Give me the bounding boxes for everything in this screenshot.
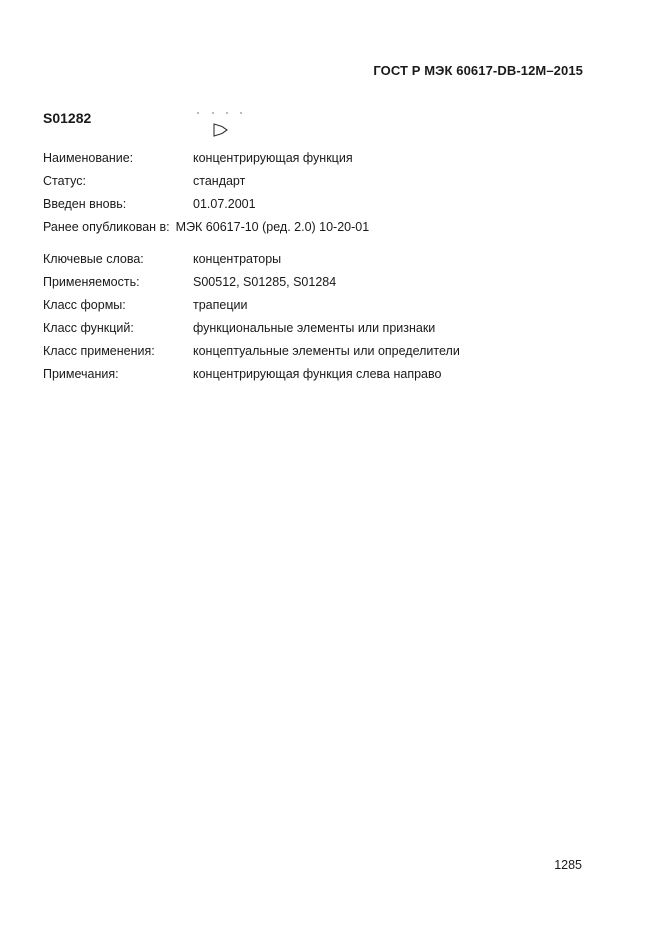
field-row-name [43,150,603,173]
field-row-introduced [43,196,603,219]
field-value: МЭК 60617-10 (ред. 2.0) 10-20-01 [175,220,370,234]
document-header: ГОСТ Р МЭК 60617-DB-12M–2015 [373,63,583,78]
field-value: функциональные элементы или признаки [193,321,436,335]
field-value: трапеции [193,298,248,312]
field-label: Класс функций: [43,321,134,335]
field-list [43,150,603,389]
field-row-applicability [43,274,603,297]
field-row-function-class [43,320,603,343]
field-label: Наименование: [43,151,134,165]
field-value: концентрирующая функция [193,151,353,165]
field-row-status [43,173,603,196]
field-value: концентрирующая функция слева направо [193,367,442,381]
field-row-application-class [43,343,603,366]
field-label: Ранее опубликован в: [43,220,170,234]
field-label: Ключевые слова: [43,252,144,266]
concentrator-function-icon [196,108,246,142]
field-row-keywords [43,251,603,274]
field-label: Примечания: [43,367,119,381]
field-label: Класс применения: [43,344,155,358]
field-value: 01.07.2001 [193,197,256,211]
field-value: концептуальные элементы или определители [193,344,460,358]
field-label: Применяемость: [43,275,140,289]
field-label: Статус: [43,174,86,188]
field-row-previously-published [43,219,603,242]
symbol-code: S01282 [43,110,92,126]
field-row-shape-class [43,297,603,320]
field-value: S00512, S01285, S01284 [193,275,337,289]
field-label: Класс формы: [43,298,126,312]
field-value: стандарт [193,174,246,188]
field-label: Введен вновь: [43,197,127,211]
field-row-notes [43,366,603,389]
page-number: 1285 [554,858,582,872]
field-value: концентраторы [193,252,282,266]
